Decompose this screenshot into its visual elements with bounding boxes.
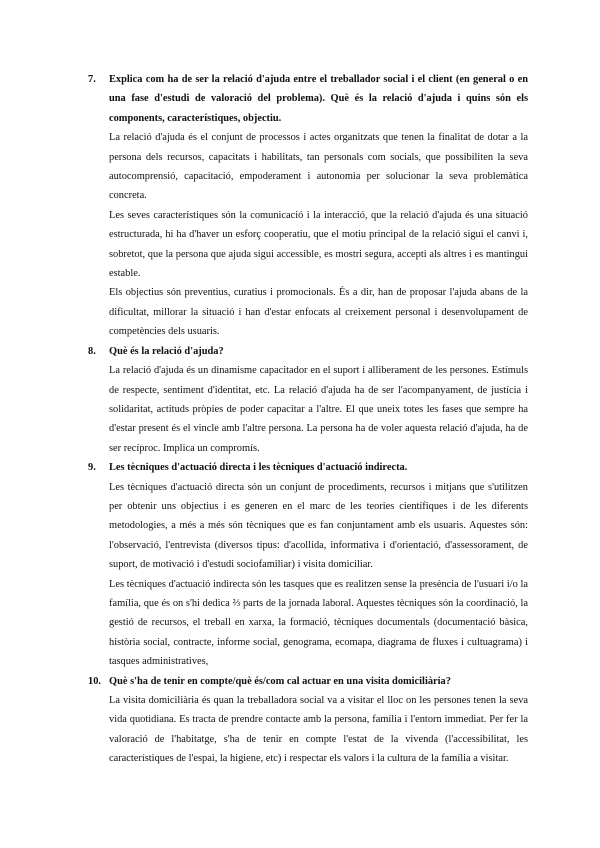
answer-paragraph: Els objectius són preventius, curatius i promocionals. És a dir, han de proposar l'ajuda abans de la dificultat, millorar la situació i han d'estar enfocats al creixement personal i desenvolupament de competències dels usuaris.	[109, 287, 528, 338]
question-7	[88, 70, 528, 342]
question-number: 9.	[88, 462, 96, 474]
question-title: Què s'ha de tenir en compte/què és/com cal actuar en una visita domiciliària?	[109, 675, 451, 687]
answer-paragraph: La visita domiciliària és quan la treballadora social va a visitar el lloc on les persones tenen la seva vida quotidiana. Es tracta de prendre contacte amb la persona, família i l'entorn immediat. Per fer la valoració de l'habitatge, s'ha de tenir en compte l'estat de la vivenda (l'accessibilitat, les característiques de l'espai, la higiene, etc) i respectar els valors i la cultura de la família a visitar.	[109, 695, 528, 765]
document-body	[88, 70, 528, 769]
question-9	[88, 458, 528, 671]
question-number: 10.	[88, 675, 101, 687]
question-title: Explica com ha de ser la relació d'ajuda entre el treballador social i el client (en general o en una fase d'estudi de valoració del problema). Què és la relació d'ajuda i quins són els components, característiques, objectiu.	[109, 74, 528, 124]
answer-paragraph: La relació d'ajuda és el conjunt de processos i actes organitzats que tenen la finalitat de dotar a la persona dels recursos, capacitats i habilitats, tan personals com socials, que possibiliten la seva autocomprensió, capacitació, empoderament i autonomia per solucionar la seva problemàtica concreta.	[109, 132, 528, 202]
question-heading	[88, 458, 528, 477]
question-number: 7.	[88, 74, 96, 85]
answer-paragraph: Les seves característiques són la comunicació i la interacció, que la relació d'ajuda és una situació estructurada, hi ha d'haver un esforç cooperatiu, que el motiu principal de la relació sigui el canvi i, sobretot, que la persona que ajuda sigui accessible, es mostri segura, accepti als altres i es mantingui estable.	[109, 209, 528, 280]
question-number: 8.	[88, 345, 96, 357]
answer-paragraph: Les tècniques d'actuació indirecta són les tasques que es realitzen sense la presència de l'usuari i/o la família, que és on s'hi dedica ⅔ parts de la jornada laboral. Aquestes tècniques són la coordinació, la gestió de recursos, el treball en xarxa, la formació, tècniques documentals (documentació bàsica, història social, contracte, informe social, genograma, ecomapa, diagrama de fluxes i cultuagrama) i tasques administratives,	[109, 578, 528, 668]
question-10	[88, 672, 528, 769]
question-heading	[88, 70, 528, 128]
answer-paragraph: Les tècniques d'actuació directa són un conjunt de procediments, recursos i mitjans que s'utilitzen per obtenir uns objectius i es generen en el marc de les teories científiques i de les diferents metodologies, a més a més són tècniques que es fan conjuntament amb els usuaris. Aquestes són: l'observació, l'entrevista (diversos tipus: d'acollida, informativa i d'orientació, d'assessorament, de suport, de motivació i d'estudi sociofamiliar) i visita domiciliar.	[109, 481, 528, 571]
answer-paragraph: La relació d'ajuda és un dinamisme capacitador en el suport i alliberament de les persones. Estímuls de respecte, sentiment d'identitat, etc. La relació d'ajuda ha de ser l'acompanyament, de justícia i solidaritat, actituds pròpies de poder capacitar a l'altre. El que uneix totes les fases que sempre ha d'estar present és el vincle amb l'altre persona. La persona ha de voler aquesta relació d'ajuda, ha de ser recíproc. Implica un compromís.	[109, 365, 528, 454]
question-8	[88, 342, 528, 458]
question-title: Què és la relació d'ajuda?	[109, 345, 224, 357]
question-heading	[88, 342, 528, 361]
question-heading	[88, 672, 528, 691]
question-title: Les tècniques d'actuació directa i les tècniques d'actuació indirecta.	[109, 462, 408, 474]
